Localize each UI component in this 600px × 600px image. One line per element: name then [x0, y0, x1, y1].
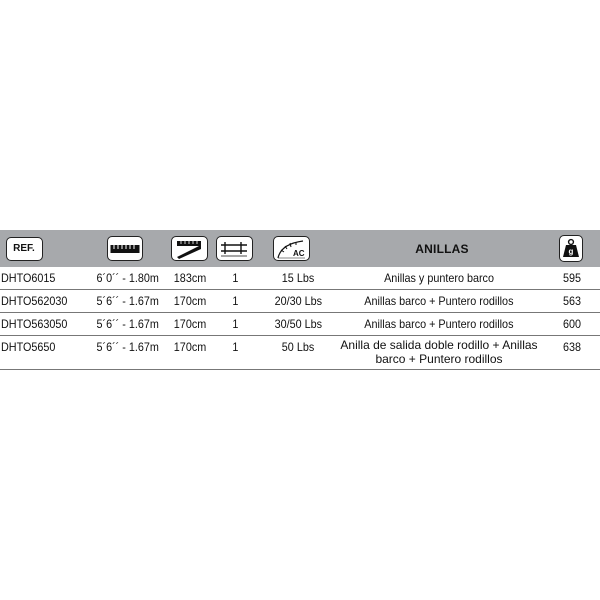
ref-label: REF.	[6, 237, 43, 261]
row-rings: Anillas y puntero barco	[384, 271, 494, 285]
header-weight	[556, 230, 586, 267]
header-action	[271, 230, 311, 267]
row-power: 30/50 Lbs	[274, 317, 322, 331]
row-sections: 1	[231, 294, 239, 308]
header-section	[169, 230, 209, 267]
row-length: 5´6´´ - 1.67m	[96, 294, 160, 308]
table-header	[0, 230, 600, 267]
row-power: 50 Lbs	[281, 340, 315, 354]
table-row	[0, 313, 600, 336]
row-power: 15 Lbs	[281, 271, 315, 285]
row-ref: DHTO6015	[1, 271, 56, 285]
header-rings	[330, 230, 554, 267]
rings-title: ANILLAS	[415, 241, 469, 256]
row-weight: 563	[562, 294, 582, 308]
row-length: 5´6´´ - 1.67m	[96, 317, 160, 331]
ruler-icon	[107, 236, 143, 261]
row-transport-length: 183cm	[173, 271, 207, 285]
rod-section-icon	[171, 236, 208, 261]
row-transport-length: 170cm	[173, 317, 207, 331]
row-rings: Anilla de salida doble rodillo + Anillas barco + Puntero rodillos	[340, 338, 538, 366]
row-weight: 595	[562, 271, 582, 285]
action-label: AC	[292, 249, 305, 258]
row-length: 5´6´´ - 1.67m	[96, 340, 160, 354]
table-row	[0, 290, 600, 313]
action-ac-icon	[273, 236, 310, 261]
table-row	[0, 267, 600, 290]
weight-unit: g	[568, 247, 574, 256]
row-sections: 1	[231, 271, 239, 285]
row-transport-length: 170cm	[173, 294, 207, 308]
row-sections: 1	[231, 340, 239, 354]
weight-icon	[559, 235, 583, 262]
row-ref: DHTO5650	[1, 340, 56, 354]
row-ref: DHTO562030	[1, 294, 68, 308]
header-ref	[4, 230, 44, 267]
row-length: 6´0´´ - 1.80m	[96, 271, 160, 285]
header-transport	[214, 230, 254, 267]
transport-length-icon	[216, 236, 253, 261]
row-power: 20/30 Lbs	[274, 294, 322, 308]
row-rings: Anillas barco + Puntero rodillos	[364, 317, 514, 331]
header-length	[105, 230, 145, 267]
row-transport-length: 170cm	[173, 340, 207, 354]
spec-table	[0, 230, 600, 370]
table-row	[0, 336, 600, 370]
row-weight: 638	[562, 340, 582, 354]
row-rings: Anillas barco + Puntero rodillos	[364, 294, 514, 308]
row-weight: 600	[562, 317, 582, 331]
row-ref: DHTO563050	[1, 317, 68, 331]
row-sections: 1	[231, 317, 239, 331]
